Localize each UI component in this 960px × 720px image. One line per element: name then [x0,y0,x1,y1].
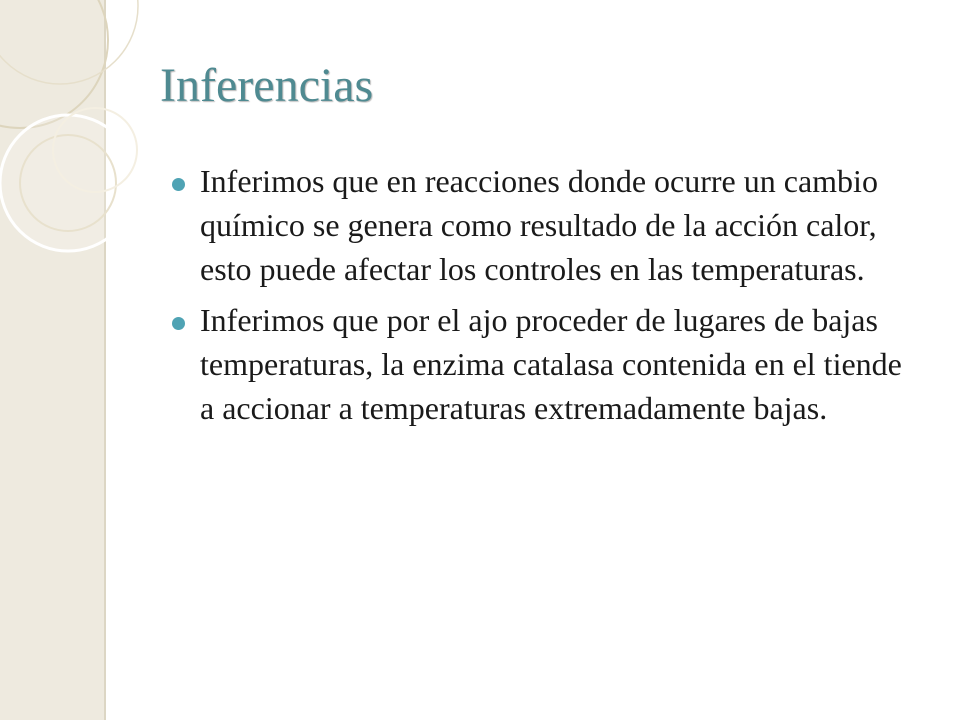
bullet-text: Inferimos que en reacciones donde ocurre un cambio químico se genera como resultado de la acción calor, esto puede afectar los controles en las temperaturas. [200,163,878,287]
bullet-list [172,160,922,439]
bullet-dot-icon [172,178,185,191]
bullet-text: Inferimos que por el ajo proceder de lugares de bajas temperaturas, la enzima catalasa contenida en el tiende a accionar a temperaturas extremadamente bajas. [200,302,902,427]
left-decorative-band [0,0,106,720]
slide-title: Inferencias [160,59,374,112]
bullet-dot-icon [172,317,185,330]
bullet-item [172,160,922,291]
bullet-item [172,299,922,430]
